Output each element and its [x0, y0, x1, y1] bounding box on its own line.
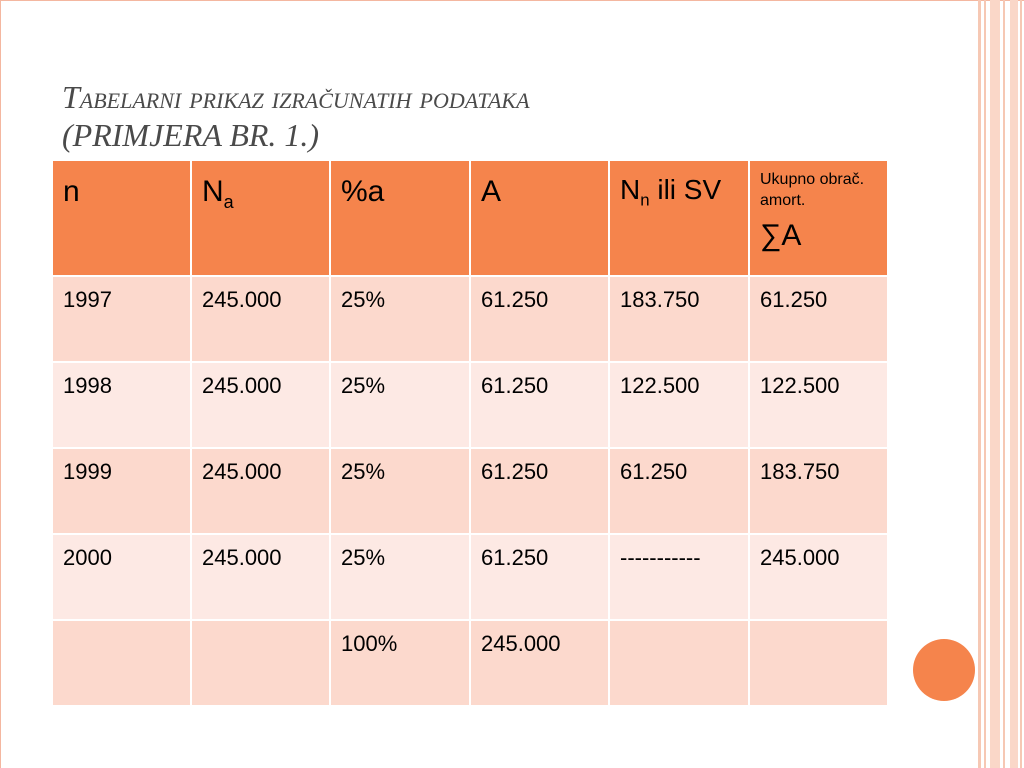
cell-percent-a: 25% — [330, 362, 470, 448]
header-row — [52, 160, 888, 276]
header-total-label: Ukupno obrač. amort. — [760, 171, 865, 209]
header-percent-a: %a — [330, 160, 470, 276]
accent-circle — [913, 639, 975, 701]
cell-a: 61.250 — [470, 448, 609, 534]
cell-nn — [609, 620, 749, 706]
header-nn-rest: ili SV — [649, 174, 722, 205]
decor-stripe — [978, 0, 981, 768]
title-initial: T — [62, 79, 80, 115]
cell-n: 1997 — [52, 276, 191, 362]
table-row — [52, 276, 888, 362]
cell-n: 1999 — [52, 448, 191, 534]
cell-na: 245.000 — [191, 534, 330, 620]
decor-stripe — [1003, 0, 1005, 768]
decor-stripe — [1020, 0, 1022, 768]
cell-percent-a: 25% — [330, 534, 470, 620]
header-n: n — [52, 160, 191, 276]
header-na-sub: a — [223, 192, 234, 212]
header-a: A — [470, 160, 609, 276]
cell-nn: 61.250 — [609, 448, 749, 534]
title-line-1 — [62, 79, 530, 115]
cell-n: 2000 — [52, 534, 191, 620]
cell-na: 245.000 — [191, 448, 330, 534]
decor-stripe — [990, 0, 1000, 768]
cell-total: 122.500 — [749, 362, 888, 448]
cell-a: 245.000 — [470, 620, 609, 706]
cell-nn: 183.750 — [609, 276, 749, 362]
cell-total: 61.250 — [749, 276, 888, 362]
title-line-2: (PRIMJERA BR. 1.) — [62, 117, 320, 153]
header-na — [191, 160, 330, 276]
table-row — [52, 448, 888, 534]
table-row — [52, 534, 888, 620]
header-nn-sub: n — [640, 190, 650, 210]
cell-na: 245.000 — [191, 276, 330, 362]
cell-percent-a: 25% — [330, 276, 470, 362]
slide-border-top — [0, 0, 1024, 1]
header-nn — [609, 160, 749, 276]
cell-n — [52, 620, 191, 706]
cell-a: 61.250 — [470, 534, 609, 620]
decor-stripe — [984, 0, 986, 768]
cell-a: 61.250 — [470, 362, 609, 448]
slide-border-left — [0, 0, 1, 768]
data-table — [51, 159, 889, 707]
cell-n: 1998 — [52, 362, 191, 448]
slide-title — [62, 78, 882, 154]
cell-na: 245.000 — [191, 362, 330, 448]
header-nn-base: N — [620, 174, 641, 205]
header-na-base: N — [202, 175, 224, 208]
cell-total: 183.750 — [749, 448, 888, 534]
cell-percent-a: 25% — [330, 448, 470, 534]
decor-stripe — [1010, 0, 1018, 768]
cell-total — [749, 620, 888, 706]
table-row — [52, 362, 888, 448]
cell-nn: ----------- — [609, 534, 749, 620]
header-total — [749, 160, 888, 276]
cell-a: 61.250 — [470, 276, 609, 362]
cell-total: 245.000 — [749, 534, 888, 620]
cell-na — [191, 620, 330, 706]
cell-percent-a: 100% — [330, 620, 470, 706]
table-row-total — [52, 620, 888, 706]
cell-nn: 122.500 — [609, 362, 749, 448]
title-rest: abelarni prikaz izračunatih podataka — [79, 79, 530, 115]
header-total-sigma: ∑A — [760, 219, 802, 252]
